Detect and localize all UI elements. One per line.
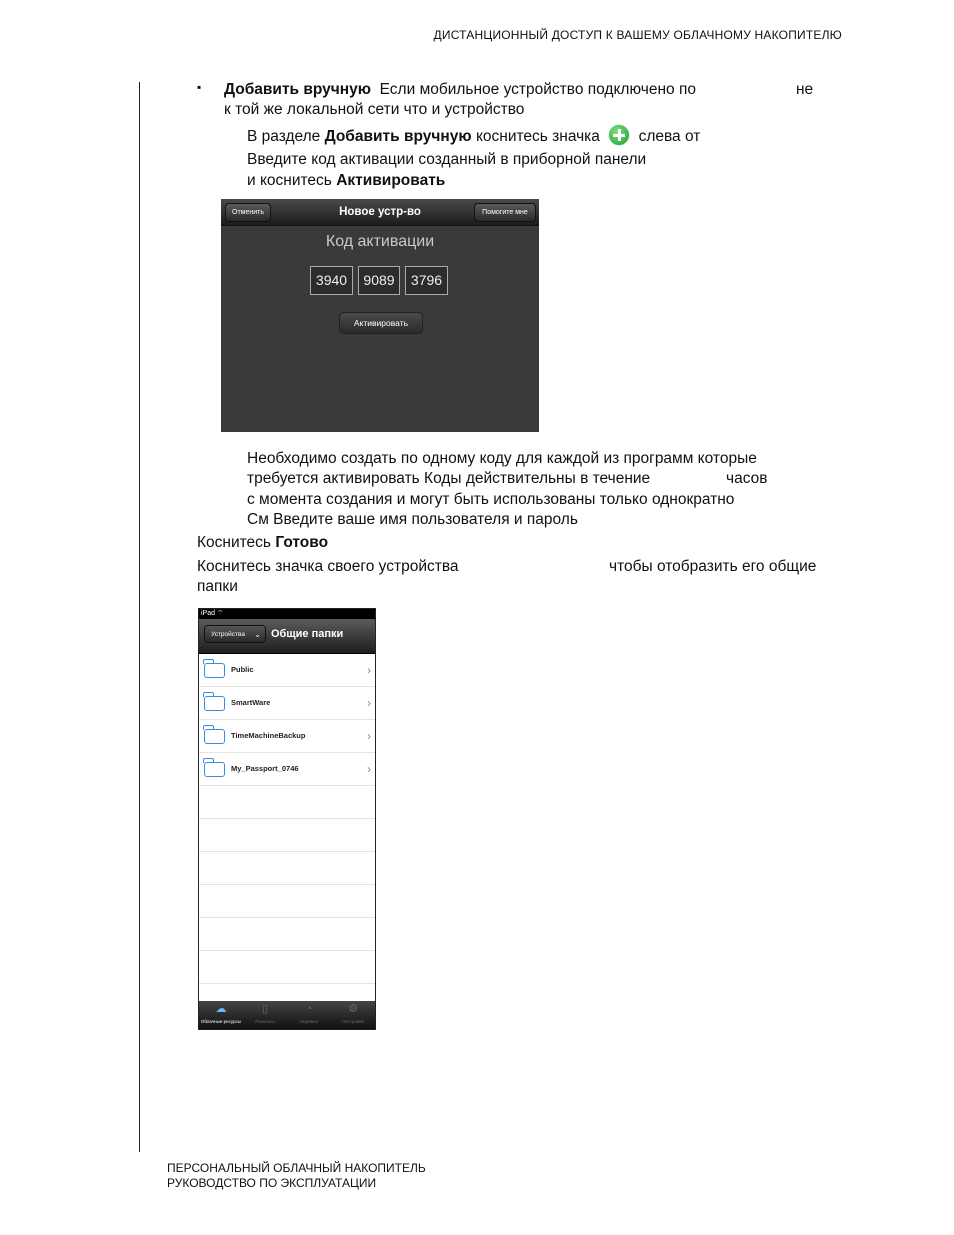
wifi-icon: ⌔ — [216, 610, 224, 617]
empty-row — [199, 885, 375, 918]
code-field-2[interactable]: 9089 — [358, 266, 400, 295]
activation-title: Новое устр-во — [339, 206, 421, 218]
devices-button[interactable] — [204, 625, 266, 643]
folder-icon — [204, 762, 225, 777]
enter-code-line2 — [247, 171, 445, 191]
tap-icon-bold: Добавить вручную — [324, 128, 472, 145]
folder-row[interactable] — [199, 720, 375, 753]
shares-navbar — [199, 619, 375, 654]
folder-row[interactable] — [199, 687, 375, 720]
footer-line2: РУКОВОДСТВО ПО ЭКСПЛУАТАЦИИ — [167, 1176, 377, 1190]
tap-device-line1-tail: чтобы отобразить его общие — [609, 558, 817, 575]
plus-icon — [608, 124, 630, 146]
tab-settings[interactable] — [331, 1001, 375, 1029]
code-field-1[interactable]: 3940 — [310, 266, 353, 295]
tap-icon-pre: В разделе — [247, 128, 321, 145]
status-bar — [199, 609, 376, 619]
codes-note-line3: с момента создания и могут быть использованы только однократно — [247, 491, 735, 508]
folder-row[interactable] — [199, 753, 375, 786]
empty-row — [199, 819, 375, 852]
device-icon: ▯ — [261, 1003, 269, 1015]
activation-screenshot — [221, 199, 539, 432]
empty-row — [199, 786, 375, 819]
tap-done-pre: Коснитесь — [197, 534, 271, 551]
shares-screenshot — [198, 608, 376, 1030]
codes-note-line4: См Введите ваше имя пользователя и пароль — [247, 511, 578, 528]
activation-code-label: Код активации — [325, 233, 435, 250]
empty-row — [199, 951, 375, 984]
devices-label: Устройства — [211, 631, 246, 638]
folder-name: My_Passport_0746 — [231, 764, 299, 773]
empty-row — [199, 852, 375, 885]
folder-icon — [204, 729, 225, 744]
tap-icon-mid: коснитесь значка — [475, 128, 600, 145]
add-manually-line2: к той же локальной сети что и устройство — [224, 101, 525, 118]
tab-bar — [199, 1001, 375, 1029]
tab-recent-label: Недавно — [299, 1019, 319, 1024]
codes-note-line2: требуется активировать Коды действительны в течение — [247, 470, 651, 487]
code-field-3[interactable]: 3796 — [405, 266, 448, 295]
folder-name: TimeMachineBackup — [231, 731, 306, 740]
chevron-right-icon: › — [367, 762, 371, 776]
folder-row[interactable] — [199, 654, 375, 687]
paragraph-tap-icon — [247, 124, 700, 147]
codes-note-line1: Необходимо создать по одному коду для каждой из программ которые — [247, 450, 757, 467]
tap-device-line2: папки — [197, 578, 238, 595]
activate-button[interactable]: Активировать — [339, 312, 423, 334]
tab-cloud-label: Облачные ресурсы — [200, 1019, 242, 1024]
activation-navbar — [221, 199, 539, 226]
folder-name: Public — [231, 665, 254, 674]
tap-done-line — [197, 533, 328, 553]
tab-local[interactable] — [243, 1001, 287, 1029]
running-footer — [167, 1161, 426, 1191]
chevron-down-icon: ⌄ — [254, 630, 261, 639]
tap-done-bold: Готово — [275, 534, 329, 551]
clock-icon: ◔ — [305, 1003, 313, 1015]
tab-settings-label: Настройки — [341, 1019, 365, 1024]
chevron-right-icon: › — [367, 696, 371, 710]
margin-rule — [139, 82, 140, 1152]
add-manually-tail: не — [796, 81, 814, 98]
tab-cloud[interactable] — [199, 1001, 243, 1029]
empty-row — [199, 918, 375, 951]
tab-recent[interactable] — [287, 1001, 331, 1029]
enter-code-line1: Введите код активации созданный в приборной панели — [247, 151, 647, 168]
shares-title: Общие папки — [271, 628, 344, 640]
enter-code-pre: и коснитесь — [247, 172, 332, 189]
gear-icon: ⚙ — [348, 1003, 358, 1015]
tap-device-line1: Коснитесь значка своего устройства — [197, 558, 459, 575]
chevron-right-icon: › — [367, 663, 371, 677]
folder-name: SmartWare — [231, 698, 271, 707]
cloud-icon: ☁ — [215, 1003, 227, 1015]
bullet-marker: ▪ — [197, 80, 202, 94]
cancel-button[interactable]: Отменить — [225, 203, 271, 222]
paragraph-add-manually — [224, 80, 696, 100]
add-manually-text: Если мобильное устройство подключено по — [379, 81, 696, 98]
codes-note-line2-tail: часов — [726, 470, 768, 487]
tab-local-label: Локально — [255, 1019, 275, 1024]
tap-icon-post: слева от — [638, 128, 701, 145]
folder-icon — [204, 696, 225, 711]
running-header: ДИСТАНЦИОННЫЙ ДОСТУП К ВАШЕМУ ОБЛАЧНОМУ НАКОПИТЕЛЮ — [433, 28, 842, 42]
status-device: iPad — [201, 610, 216, 617]
footer-line1: ПЕРСОНАЛЬНЫЙ ОБЛАЧНЫЙ НАКОПИТЕЛЬ — [167, 1161, 426, 1175]
add-manually-bold: Добавить вручную — [224, 81, 372, 98]
enter-code-bold: Активировать — [336, 172, 446, 189]
folder-icon — [204, 663, 225, 678]
chevron-right-icon: › — [367, 729, 371, 743]
help-button[interactable]: Помогите мне — [474, 203, 536, 222]
